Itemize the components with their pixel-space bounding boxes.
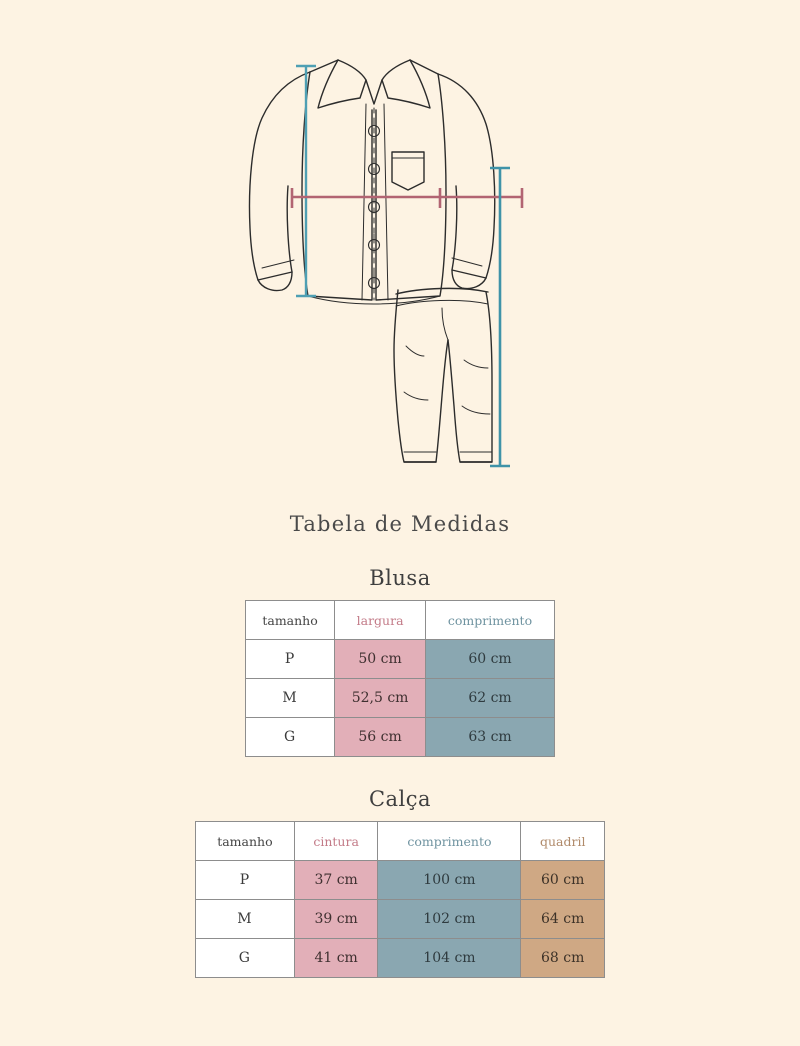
cell-largura: 52,5 cm — [335, 679, 426, 718]
cell-tamanho: G — [246, 718, 335, 757]
cell-comprimento: 63 cm — [426, 718, 555, 757]
page-title: Tabela de Medidas — [289, 512, 511, 536]
cell-quadril: 68 cm — [521, 939, 605, 978]
cell-tamanho: P — [196, 861, 295, 900]
calca-title: Calça — [368, 787, 432, 811]
col-tamanho: tamanho — [246, 601, 335, 640]
col-largura: largura — [335, 601, 426, 640]
cell-cintura: 37 cm — [294, 861, 378, 900]
col-comprimento: comprimento — [378, 822, 521, 861]
cell-quadril: 64 cm — [521, 900, 605, 939]
table-row — [196, 861, 605, 900]
cell-comprimento: 100 cm — [378, 861, 521, 900]
cell-quadril: 60 cm — [521, 861, 605, 900]
measure-line-calca-comprimento — [490, 168, 510, 466]
cell-comprimento: 60 cm — [426, 640, 555, 679]
table-row — [196, 939, 605, 978]
calca-table — [195, 821, 605, 978]
cell-tamanho: G — [196, 939, 295, 978]
cell-tamanho: M — [196, 900, 295, 939]
blusa-title: Blusa — [369, 566, 431, 590]
pajama-drawing — [0, 0, 800, 470]
cell-cintura: 39 cm — [294, 900, 378, 939]
cell-tamanho: P — [246, 640, 335, 679]
measure-line-blusa-largura — [292, 188, 522, 208]
cell-tamanho: M — [246, 679, 335, 718]
table-row — [246, 640, 555, 679]
table-header-row — [196, 822, 605, 861]
col-quadril: quadril — [521, 822, 605, 861]
col-tamanho: tamanho — [196, 822, 295, 861]
table-header-row — [246, 601, 555, 640]
blusa-table — [245, 600, 555, 757]
cell-comprimento: 62 cm — [426, 679, 555, 718]
cell-cintura: 41 cm — [294, 939, 378, 978]
cell-largura: 56 cm — [335, 718, 426, 757]
cell-comprimento: 102 cm — [378, 900, 521, 939]
measure-line-blusa-comprimento — [296, 66, 316, 296]
cell-comprimento: 104 cm — [378, 939, 521, 978]
pajama-illustration — [0, 0, 800, 470]
col-comprimento: comprimento — [426, 601, 555, 640]
table-row — [246, 679, 555, 718]
cell-largura: 50 cm — [335, 640, 426, 679]
col-cintura: cintura — [294, 822, 378, 861]
table-row — [246, 718, 555, 757]
table-row — [196, 900, 605, 939]
